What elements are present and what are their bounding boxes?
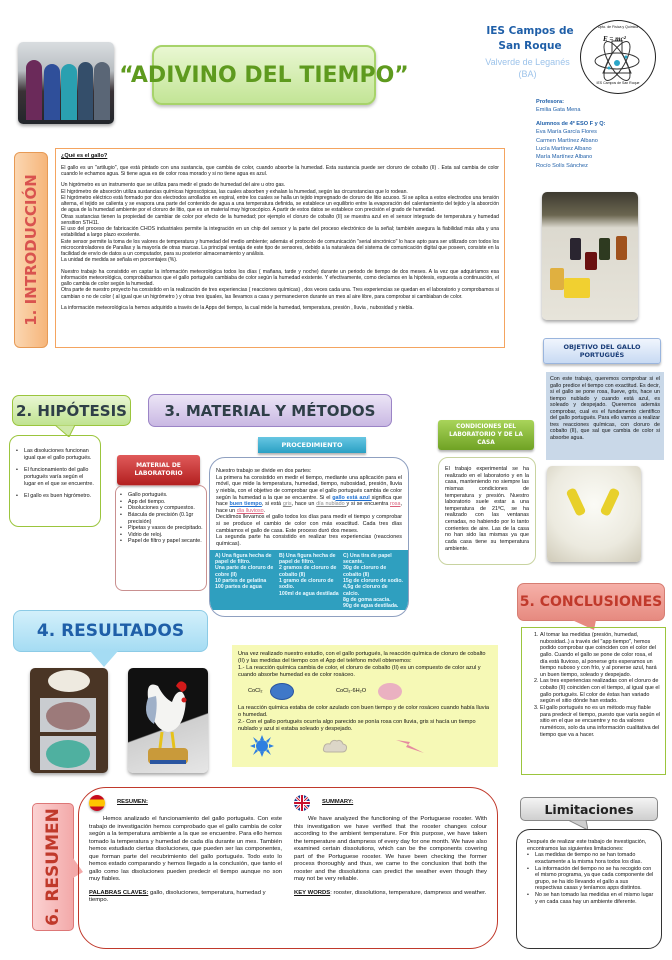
recipe-c: [343, 552, 403, 610]
results-text: Una vez realizado nuestro estudio, con el gallo portugués, la reacción química de cloruro de cobalto (II) y las medidas del tiempo con el App del teléfono móvil obtenemos:: [238, 651, 486, 664]
summary-tab: [32, 803, 74, 931]
spain-flag-icon: [89, 795, 105, 811]
town: Valverde de Leganés: [485, 57, 570, 67]
intro-paragraph: La unidad de medida se señala en porcentajes (%).: [61, 257, 178, 264]
uk-flag-icon: [294, 795, 310, 811]
material-item: • App del tiempo.: [120, 499, 203, 506]
department-logo: [580, 20, 656, 94]
material-item: • Vidrio de reloj.: [120, 532, 203, 539]
authors-block: [536, 98, 666, 170]
procedure-fragment: , hace un: [216, 501, 402, 514]
teacher-name: Emilia Gata Mena: [536, 107, 581, 114]
recipe-line: 90g de agua destilada.: [343, 603, 399, 610]
recipe-line: Una parte de cloruro de cobre (II): [215, 565, 274, 578]
students-label: Alumnos de 4º ESO F y Q:: [536, 120, 606, 127]
recipe-line: 100 partes de agua: [215, 584, 262, 591]
school-location: [470, 56, 585, 80]
province: (BA): [518, 69, 537, 79]
objective-title-box: [543, 338, 661, 364]
summary-title: 6. RESUMEN: [43, 808, 63, 926]
summary-es-title: RESUMEN:: [117, 799, 148, 806]
school-line-2: San Roque: [498, 40, 562, 52]
procedure-text: La segunda parte ha consistido en realizar tres experiencias (reacciones químicas).: [216, 534, 402, 548]
hypothesis-item: • Las disoluciones funcionan igual que el gallo portugués.: [16, 448, 96, 461]
conditions-box: [438, 457, 536, 565]
recipe-a: [215, 553, 275, 607]
procedure-fragment: .: [263, 507, 266, 514]
summary-en: [294, 794, 487, 942]
intro-paragraph: Un higrómetro es un instrumento que se utiliza para medir el grado de humedad del aire u otro gas.: [61, 182, 286, 189]
cloudy-weather-link: día nublado: [316, 501, 347, 508]
procedure-fragment: La primera ha consistido en medir el tiempo, mediante una aplicación para el móvil, que mide la temperatura, humedad, tiempo, nubosidad, presión, lluvia y niebla, con el objetivo de comprobar que el gallo portugués cambia de color según la humedad a la que se encuentre. Si el: [216, 474, 402, 501]
material-title: MATERIAL DE LABORATORIO: [134, 462, 183, 477]
procedure-text: [216, 475, 402, 515]
recipe-line: 2 gramos de cloruro de cobalto (II): [279, 565, 337, 578]
school-line-1: IES Campos de: [486, 25, 574, 37]
recipe-line: 4,5g de cloruro de calcio.: [343, 584, 388, 597]
hypothesis-item: • El funcionamiento del gallo portugués varía según el lugar en el que se encuentre.: [16, 467, 96, 487]
procedure-box: [209, 457, 409, 617]
results-box: [232, 645, 498, 767]
recipe-line: B) Una figura hecha de papel de filtro.: [279, 552, 336, 566]
conclusions-title-box: [517, 583, 665, 621]
material-item: • Papel de filtro y papel secante.: [120, 538, 203, 545]
summary-es: [89, 794, 282, 942]
intro-paragraph: La información meteorológica la hemos adquirido a través de la Apps del tiempo, la cual mide la humedad, temperatura, presión , lluvia , nubosidad y niebla.: [61, 304, 414, 311]
student-name: Eva María García Flores: [536, 129, 597, 136]
student-name: Carmen Martínez Albano: [536, 137, 598, 144]
logo-text-bottom: IES Campos de San Roque: [596, 81, 640, 85]
objective-text: Con este trabajo, queremos comprobar si el gallo predice el tiempo con exactitud. Es decir, si el gallo se pone rosa, llueve, gris, hace un tiempo nublado y cuando está azul, es soleado y despejado. Queremos además comprobar, cual es el fundamento científico del gallo portugués. Para ello vamos a realizar tres reacciones químicas, con cloruro de cobalto (II), que sal que cambia de color si absorbe agua.: [546, 372, 664, 460]
material-box: [115, 485, 207, 591]
limitations-intro: Después de realizar este trabajo de investigación, encontramos las siguientes limitaciones:: [527, 839, 647, 852]
good-weather-link: buen tiempo: [229, 501, 262, 508]
methods-title-box: [148, 394, 392, 427]
limitation-item: • Las medidas de tiempo no se han tomado exactamente a la misma hora todos los días.: [527, 852, 655, 865]
student-name: Lucía Martínez Albano: [536, 146, 592, 153]
cloud-icon: [322, 738, 348, 754]
rooster-feet-photo: [547, 466, 641, 562]
material-item: • Pipetas y vasos de precipitado.: [120, 525, 203, 532]
material-title-box: [117, 455, 200, 485]
summary-en-text: We have analyzed the functioning of the Portuguese rooster. With this investigation we have verified that the rooster changes colour according to the ambient temperature. For this purpose, we have taken the temperature and dampness of every day for one month. We have also examined certain dissolutions, which can be the components covering part of the Portuguese rooster. We have been checking the former process thoroughly and thus, we came to the conclusion that both the rooster and the dissolutions can predict the weather even though they may not be very reliable.: [294, 816, 487, 883]
school-name: [480, 24, 580, 54]
blue-weather-link: gallo está azul: [332, 494, 372, 501]
rooster-figure-icon: [128, 668, 208, 773]
intro-paragraph: Nuestro trabajo ha consistido en captar la información meteorológica todos los días ( mañana, tarde y noche) durante un periodo de tiempo de dos meses. A la vez que adquiríamos esa información meteorológica, comprobábamos que el gallo portugués cambiaba de color según la humedad existente. Y efectivamente, como decíamos en la hipótesis, expuesta a continuación, el gallo cambia de color según la humedad.: [61, 268, 499, 288]
poster-title: “ADIVINO DEL TIEMPO”: [119, 62, 409, 88]
results-text: La reacción química estaba de color azulado con buen tiempo y de color rosáceo cuando había lluvia o humedad.: [238, 704, 489, 718]
intro-paragraph: El gallo es un "artilugio", que está pintado con una sustancia, que cambia de color, cuando absorbe la humedad. Esta sustancia puede ser cloruro de cobalto (II) . Esta sal cambia de color cuando le echamos agua. Si tiene agua es de color rosa morado y si no tiene agua es azul.: [61, 164, 499, 178]
methods-title: 3. MATERIAL Y MÉTODOS: [164, 401, 376, 420]
limitations-box: [516, 829, 662, 949]
results-title: 4. RESULTADOS: [36, 621, 185, 641]
recipe-line: 1 gramo de cloruro de sodio.: [279, 578, 334, 591]
intro-panel: [55, 148, 505, 348]
keywords-label: PALABRAS CLAVES:: [89, 889, 149, 896]
objective-title: OBJETIVO DEL GALLO PORTUGUÉS: [563, 343, 641, 359]
intro-heading: ¿Qué es el gallo?: [61, 153, 108, 159]
lab-reagents-photo: [542, 192, 638, 320]
procedure-fragment: , si está: [261, 501, 283, 508]
intro-paragraph: Otra parte de nuestro proyecto ha consistido en la realización de tres experiencias ( reacciones químicas) , dos veces cada una. Tres experiencias se quedan en el laboratorio y comprobamos si cambian o no de color ( al igual que un higrómetro ) y otras tres iguales, las llevamos a casa y permanecieron durante un mes al aire libre, para comprobar si cambiaban de color.: [61, 287, 499, 300]
intro-paragraph: El uso del proceso de fabricación CHOS industriales permite la integración en un chip del sensor y la parte del proceso electrónico de la señal; también asegura la fiabilidad más alta y una estabilidad a largo plazo excelente.: [61, 226, 499, 239]
intro-paragraph: El higrómetro eléctrico está formado por dos electrodos arrollados en espiral, entre los cuales se halla un tejido impregnado de cloruro de litio acuoso. Si se aplica a estos electrodos una tensión alterna, el tejido se calienta y se evapora una parte del contenido de agua a una temperatura definida, se establece un equilibrio entre la evaporación del calentamiento del tejido y la absorción de agua de la humedad ambiente por el cloruro de litio, que es un material muy higroscópico. A partir de estos datos se establece con precisión el grado de humedad.: [61, 194, 499, 214]
intro-paragraph: Otras sustancias tienen la propiedad de cambiar de color por efecto de la humedad; por ejemplo el cloruro de cobalto (II) se muestra azul en el sensor integrado de temperatura y humedad sensition STH11.: [61, 213, 499, 226]
lightning-icon: [396, 738, 424, 754]
procedure-fragment: y si se encuentra: [346, 501, 390, 508]
recipe-line: 100ml de agua destilada: [279, 590, 339, 597]
material-item: • Gallo portugués.: [120, 492, 203, 499]
rainy-weather-link: día lluvioso: [236, 507, 264, 514]
procedure-text: Decidimos llevarnos el gallo todos los días para medir el tiempo y comprobar si se produce el cambio de color con más exactitud. Cada tres días cambiamos el gallo de casa. Este proceso duró dos meses.: [216, 514, 402, 534]
conditions-title: CONDICIONES DEL LABORATORIO Y DE LA CASA: [449, 424, 523, 446]
conclusion-item: 3. El gallo portugués no es un método muy fiable para predecir el tiempo, puesto que varía según el sitio en el que se encuentre y no da valores numéricos, solo da una información cualitativa del tiempo que va a hacer.: [540, 705, 661, 738]
results-text: 2.- Con el gallo portugués ocurría algo parecido se ponía rosa con lluvia, gris si hacía un tiempo nublado y azul si estaba soleado y despejado.: [238, 718, 476, 732]
intro-tab: [14, 152, 48, 348]
limitations-title-box: [520, 797, 658, 821]
hypothesis-item: • El gallo es buen higrómetro.: [16, 493, 96, 500]
recipes-table: [210, 550, 408, 610]
sun-icon: [250, 735, 274, 757]
conditions-text: El trabajo experimental se ha realizado en el laboratorio y en la casa, manteniendo no siempre las mismas condiciones de temperatura y presión. Nuestro laboratorio suele estar a una temperatura de 21ºC, se ha realizado con las ventanas cerradas, no habiendo por lo tanto corrientes de aire. Las de la casa no han sido las mismas ya que cada casa tiene su temperatura ambiente.: [445, 466, 529, 552]
limitations-title: Limitaciones: [544, 801, 634, 817]
hydrated-chloride-formula: CoCl₂·6H₂O: [336, 688, 367, 695]
pink-weather-link: rosa: [390, 501, 401, 508]
student-name: Rocío Solís Sánchez: [536, 162, 588, 169]
procedure-title: PROCEDIMIENTO: [281, 441, 343, 449]
student-name: María Martínez Albano: [536, 154, 593, 161]
intro-title: 1. INTRODUCCIÓN: [22, 174, 40, 326]
hypothesis-title: 2. HIPÓTESIS: [16, 401, 127, 420]
recipe-b: [279, 553, 339, 607]
procedure-title-box: [258, 437, 366, 453]
keywords-text: : rooster, dissolutions, temperature, dampness and weather.: [330, 889, 487, 896]
material-item: • Disoluciones y compuestos.: [120, 505, 203, 512]
pink-hydrated-swatch: [378, 683, 402, 700]
intro-paragraph: El higrómetro de absorción utiliza sustancias químicas higroscópicas, las cuales absorben y exhalan la humedad, según las circunstancias que lo rodean.: [61, 188, 408, 195]
experiment-discs-photo: [30, 668, 108, 773]
recipe-line: 8g de goma acacia.: [343, 597, 391, 604]
procedure-fragment: , hace un: [291, 501, 317, 508]
summary-en-keywords: [294, 890, 487, 898]
conclusion-item: 2. Las tres experiencias realizadas con el cloruro de cobalto (II) coinciden con el tiempo, al igual que el gallo portugués. El color de éstas han variado según el sitio dónde han estado.: [540, 678, 661, 705]
cobalt-chloride-formula: CoCl₂: [248, 688, 263, 695]
results-text: 1.- La reacción química cambia de color, el cloruro de cobalto (II) es un compuesto de color azul y cuando absorbe humedad es de color rosáceo.: [238, 664, 481, 678]
teacher-label: Profesora:: [536, 99, 564, 105]
material-item: • Báscula de precisión (0.1gr precisión): [120, 512, 203, 525]
gray-weather-link: gris: [282, 501, 292, 508]
logo-text-top: Dpto. de Física y Química: [597, 25, 639, 29]
summary-box: [78, 787, 498, 949]
callout-pointer-icon: [90, 651, 120, 667]
recipe-line: 15g de cloruro de sodio.: [343, 578, 403, 585]
conditions-title-box: [438, 420, 534, 450]
team-photo: [18, 42, 114, 124]
hypothesis-box: [9, 435, 101, 527]
limitation-item: • La información del tiempo no se ha recogido con el mismo programa, ya que cada componente del grupo, se ha ido llevando el gallo a sus respectivas casas y teníamos apps distintos.: [527, 866, 655, 893]
summary-es-keywords: [89, 890, 282, 905]
summary-en-title: SUMMARY:: [322, 799, 354, 806]
limitation-item: • No se han tomado las medidas en el mismo lugar y en cada casa hay un ambiente diferente.: [527, 892, 655, 905]
procedure-fragment: significa que hace: [216, 494, 402, 508]
keywords-text: gallo, disoluciones, temperatura, humedad y tiempo.: [89, 889, 266, 904]
recipe-line: 10 partes de gelatina: [215, 578, 267, 585]
hypothesis-title-box: [12, 395, 131, 426]
conclusion-item: 1. Al tomar las medidas (presión, humedad, nubosidad..) a través del "app tiempo", hemos podido comprobar que coinciden con el color del gallo. Cuando el gallo se pone de color rosa, el día está lluvioso, al ponerse gris esperamos un tiempo nuboso y con frío, y al ponerse azul, hará un buen tiempo, soleado y despejado.: [540, 632, 661, 678]
recipe-line: A) Una figura hecha de papel de filtro.: [215, 552, 272, 566]
logo-formula: E = mc²: [603, 35, 626, 43]
keywords-label: KEY WORDS: [294, 889, 331, 896]
conclusions-box: [521, 627, 666, 775]
results-title-box: [13, 610, 208, 652]
intro-paragraph: Este sensor permite la toma de los valores de temperatura y humedad del medio ambiente; además el protocolo de comunicación "serial sincrónico" lo hace apto para ser utilizado con todos los microcontroladores de Parallax y la mayoría de otras marcas. La principal ventaja de este tipo de sensores, debido a la naturaleza del sistema de comunicación digital que poseen, consiste en la facilidad de envío de datos a un computador, para su posterior almacenamiento y análisis.: [61, 238, 499, 258]
procedure-text: Nuestro trabajo se divide en dos partes:: [216, 468, 312, 474]
title-banner: [119, 45, 409, 105]
conclusions-title: 5. CONCLUSIONES: [519, 594, 663, 610]
recipe-line: C) Una tira de papel secante.: [343, 552, 392, 566]
summary-es-text: Hemos analizado el funcionamiento del gallo portugués. Con este trabajo de investigación hemos comprobado que el gallo cambia de color según a la temperatura ambiente a la que se encuentre. Para ello hemos tomado la temperatura y humedad de cada día durante un mes. También hemos estudiado ciertas disoluciones, que pueden ser las componentes, que forman parte del recubrimiento del gallo portugués. Todo esto lo hemos estado comparando y hemos llegado a la conclusión, que tanto el gallo como las disoluciones pueden predecir el tiempo aunque no son muy fiables.: [89, 816, 282, 883]
recipe-line: 30g de cloruro de cobalto (II): [343, 565, 387, 578]
blue-anhydrous-swatch: [270, 683, 294, 700]
portuguese-rooster-photo: [128, 668, 208, 773]
